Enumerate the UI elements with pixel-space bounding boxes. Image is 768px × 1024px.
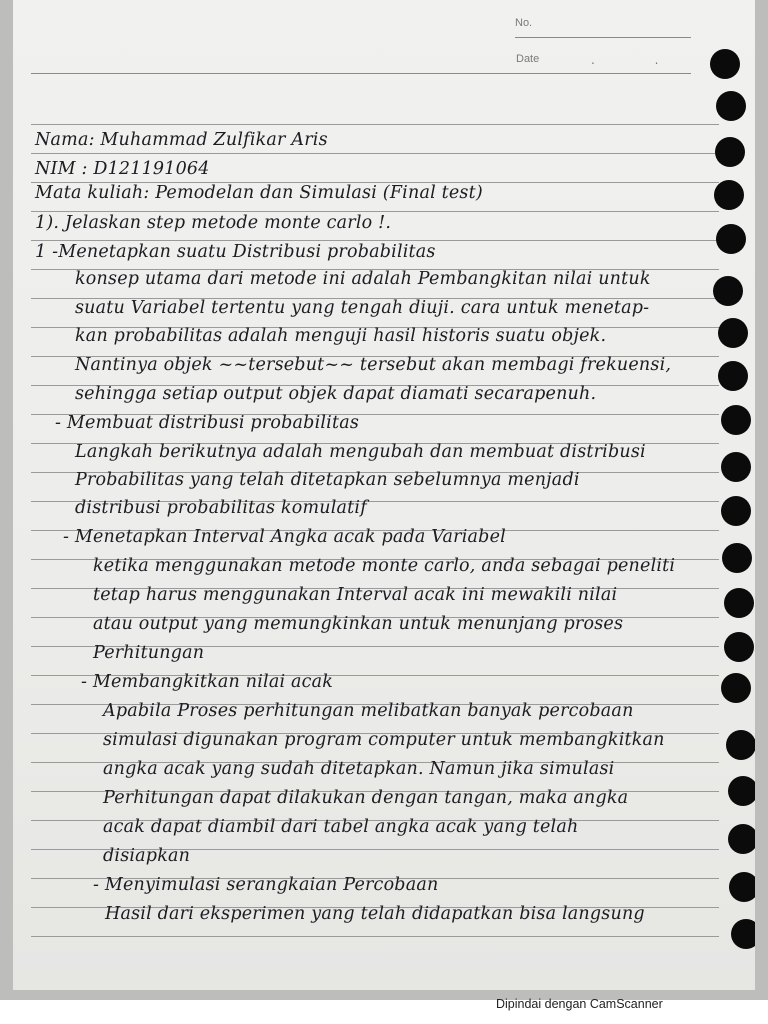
binding-hole <box>716 91 746 121</box>
ruled-line <box>31 211 719 212</box>
step4-line: simulasi digunakan program computer untuk membangkitkan <box>103 730 665 750</box>
binding-hole <box>713 276 743 306</box>
notebook-page <box>13 0 755 990</box>
step4-line: disiapkan <box>103 846 191 866</box>
ruled-line <box>31 936 719 937</box>
step2-title: - Membuat distribusi probabilitas <box>55 413 360 433</box>
date-dots: . . <box>591 53 687 67</box>
binding-hole <box>718 361 748 391</box>
step4-title: - Membangkitkan nilai acak <box>81 672 334 692</box>
step1-line: kan probabilitas adalah menguji hasil historis suatu objek. <box>75 326 607 346</box>
question-text: 1). Jelaskan step metode monte carlo !. <box>35 213 392 233</box>
binding-hole <box>726 730 755 760</box>
step1-line: Nantinya objek ~~tersebut~~ tersebut akan membagi frekuensi, <box>75 355 672 375</box>
no-label: No. <box>515 17 533 29</box>
binding-hole <box>721 673 751 703</box>
binding-hole <box>729 872 755 902</box>
course-name: Mata kuliah: Pemodelan dan Simulasi (Final test) <box>35 183 483 203</box>
binding-hole <box>728 776 755 806</box>
step4-line: angka acak yang sudah ditetapkan. Namun jika simulasi <box>103 759 615 779</box>
step1-line: suatu Variabel tertentu yang tengah diuji. cara untuk menetap- <box>75 298 650 318</box>
binding-hole <box>716 224 746 254</box>
date-label: Date <box>516 53 540 65</box>
ruled-line <box>31 240 719 241</box>
binding-hole <box>718 318 748 348</box>
step1-line: konsep utama dari metode ini adalah Pembangkitan nilai untuk <box>75 269 651 289</box>
step2-line: distribusi probabilitas komulatif <box>75 498 367 518</box>
step3-line: atau output yang memungkinkan untuk menunjang proses <box>93 614 624 634</box>
header-divider <box>31 73 691 74</box>
binding-hole <box>721 496 751 526</box>
step4-line: Apabila Proses perhitungan melibatkan banyak percobaan <box>103 701 634 721</box>
binding-hole <box>724 588 754 618</box>
step5-title: - Menyimulasi serangkaian Percobaan <box>93 875 439 895</box>
step1-title: 1 -Menetapkan suatu Distribusi probabilitas <box>35 242 436 262</box>
binding-hole <box>722 543 752 573</box>
student-name: Nama: Muhammad Zulfikar Aris <box>35 130 328 150</box>
step1-line: sehingga setiap output objek dapat diamati secarapenuh. <box>75 384 597 404</box>
scanner-watermark: Dipindai dengan CamScanner <box>496 997 663 1011</box>
binding-hole <box>728 824 755 854</box>
ruled-line <box>31 153 719 154</box>
step5-line: Hasil dari eksperimen yang telah didapatkan bisa langsung <box>105 904 645 924</box>
binding-hole <box>731 919 755 949</box>
binding-hole <box>715 137 745 167</box>
binding-hole <box>721 405 751 435</box>
step3-line: tetap harus menggunakan Interval acak ini mewakili nilai <box>93 585 618 605</box>
binding-hole <box>710 49 740 79</box>
binding-hole <box>721 452 751 482</box>
step3-title: - Menetapkan Interval Angka acak pada Variabel <box>63 527 506 547</box>
step4-line: acak dapat diambil dari tabel angka acak yang telah <box>103 817 579 837</box>
step2-line: Langkah berikutnya adalah mengubah dan membuat distribusi <box>75 442 646 462</box>
step2-line: Probabilitas yang telah ditetapkan sebelumnya menjadi <box>75 470 580 490</box>
step3-line: Perhitungan <box>93 643 205 663</box>
binding-hole <box>724 632 754 662</box>
binding-hole <box>714 180 744 210</box>
no-underline <box>515 37 691 38</box>
step3-line: ketika menggunakan metode monte carlo, anda sebagai peneliti <box>93 556 676 576</box>
step4-line: Perhitungan dapat dilakukan dengan tangan, maka angka <box>103 788 629 808</box>
ruled-line <box>31 124 719 125</box>
student-nim: NIM : D121191064 <box>35 159 210 179</box>
